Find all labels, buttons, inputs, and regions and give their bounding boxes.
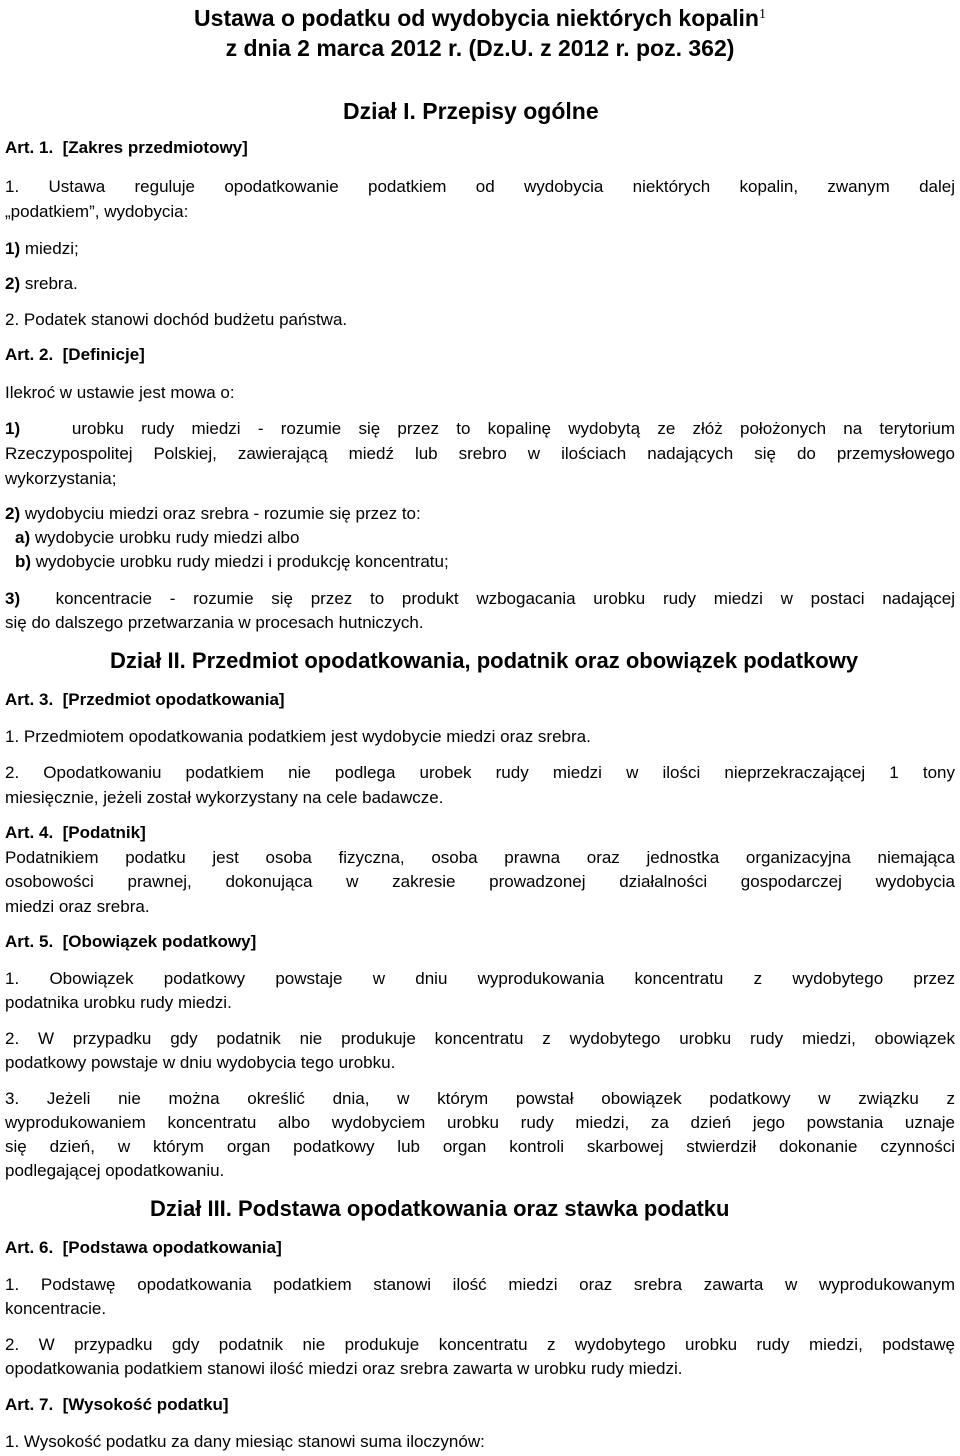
footnote-marker: 1 bbox=[758, 7, 766, 22]
paragraph-line: 1. Podstawę opodatkowania podatkiem stanowi ilość miedzi oraz srebra zawarta w wyprodukowanym bbox=[5, 1275, 955, 1294]
paragraph-line: podatkowy powstaje w dniu wydobycia tego urobku. bbox=[5, 1053, 396, 1072]
list-number: 3) bbox=[5, 589, 21, 608]
article-heading-art-4 bbox=[5, 821, 955, 845]
paragraph-line: wykorzystania; bbox=[5, 469, 117, 488]
definition-item bbox=[5, 502, 955, 526]
title-line-1: Ustawa o podatku od wydobycia niektórych kopalin bbox=[194, 5, 759, 31]
article-name: [Obowiązek podatkowy] bbox=[62, 932, 257, 951]
article-label: Art. 3. bbox=[5, 690, 54, 709]
definition-item bbox=[5, 587, 955, 611]
paragraph-line: 2. Podatek stanowi dochód budżetu państwa. bbox=[5, 310, 348, 329]
article-heading-art-6 bbox=[5, 1236, 955, 1260]
paragraph-line: podatnika urobku rudy miedzi. bbox=[5, 993, 232, 1012]
paragraph-line: miedzi oraz srebra. bbox=[5, 897, 150, 916]
paragraph-line: Ilekroć w ustawie jest mowa o: bbox=[5, 383, 235, 402]
list-item bbox=[5, 237, 955, 261]
list-number: 2) bbox=[5, 504, 21, 523]
paragraph-line: „podatkiem”, wydobycia: bbox=[5, 202, 189, 221]
section-heading-dzial-1: Dział I. Przepisy ogólne bbox=[343, 98, 599, 124]
paragraph-line: się do dalszego przetwarzania w procesach hutniczych. bbox=[5, 613, 424, 632]
paragraph-line: podlegającej opodatkowaniu. bbox=[5, 1161, 225, 1180]
document-subtitle: z dnia 2 marca 2012 r. (Dz.U. z 2012 r. poz. 362) bbox=[225, 35, 735, 61]
list-item bbox=[5, 272, 955, 296]
article-name: [Podstawa opodatkowania] bbox=[62, 1238, 282, 1257]
list-letter: a) bbox=[15, 528, 31, 547]
article-label: Art. 6. bbox=[5, 1238, 54, 1257]
article-heading-art-2 bbox=[5, 343, 955, 367]
list-text: urobku rudy miedzi - rozumie się przez to kopalinę wydobytą ze złóż położonych na terytorium bbox=[71, 419, 956, 438]
article-heading-art-3 bbox=[5, 688, 955, 712]
paragraph-line: Rzeczypospolitej Polskiej, zawierającą miedź lub srebro w ilościach nadających się do przemysłowego bbox=[5, 444, 955, 463]
article-heading-art-1 bbox=[5, 136, 955, 160]
paragraph-line: się dzień, w którym organ podatkowy lub organ kontroli skarbowej stwierdził dokonanie czynności bbox=[5, 1137, 955, 1156]
paragraph-line: 1. Ustawa reguluje opodatkowanie podatkiem od wydobycia niektórych kopalin, zwanym dalej bbox=[5, 177, 955, 196]
section-heading-dzial-2: Dział II. Przedmiot opodatkowania, podatnik oraz obowiązek podatkowy bbox=[110, 648, 859, 673]
article-heading-art-7 bbox=[5, 1393, 955, 1417]
list-text: wydobycie urobku rudy miedzi i produkcję koncentratu; bbox=[35, 552, 449, 571]
paragraph-line: opodatkowania podatkiem stanowi ilość miedzi oraz srebra zawarta w urobku rudy miedzi. bbox=[5, 1359, 683, 1378]
article-label: Art. 7. bbox=[5, 1395, 54, 1414]
paragraph-line: Podatnikiem podatku jest osoba fizyczna, osoba prawna oraz jednostka organizacyjna niemająca bbox=[5, 848, 955, 867]
article-label: Art. 5. bbox=[5, 932, 54, 951]
paragraph-line: 1. Obowiązek podatkowy powstaje w dniu wyprodukowania koncentratu z wydobytego przez bbox=[5, 969, 955, 988]
paragraph-line: 2. Opodatkowaniu podatkiem nie podlega urobek rudy miedzi w ilości nieprzekraczającej 1 tony bbox=[5, 763, 955, 782]
list-text: miedzi; bbox=[24, 239, 79, 258]
list-text: koncentracie - rozumie się przez to produkt wzbogacania urobku rudy miedzi w postaci nadającej bbox=[55, 589, 955, 608]
list-number: 2) bbox=[5, 274, 21, 293]
paragraph-line: 2. W przypadku gdy podatnik nie produkuje koncentratu z wydobytego urobku rudy miedzi, obowiązek bbox=[5, 1029, 955, 1048]
article-name: [Wysokość podatku] bbox=[62, 1395, 229, 1414]
article-name: [Zakres przedmiotowy] bbox=[62, 138, 248, 157]
list-number: 1) bbox=[5, 419, 21, 438]
section-heading-dzial-3: Dział III. Podstawa opodatkowania oraz stawka podatku bbox=[150, 1196, 730, 1221]
paragraph-line: 3. Jeżeli nie można określić dnia, w którym powstał obowiązek podatkowy w związku z bbox=[5, 1089, 955, 1108]
list-text: wydobycie urobku rudy miedzi albo bbox=[34, 528, 300, 547]
list-text: srebra. bbox=[24, 274, 78, 293]
article-label: Art. 4. bbox=[5, 823, 54, 842]
sub-item bbox=[5, 526, 960, 550]
paragraph-line: 2. W przypadku gdy podatnik nie produkuje koncentratu z wydobytego urobku rudy miedzi, podstawę bbox=[5, 1335, 955, 1354]
list-text: wydobyciu miedzi oraz srebra - rozumie się przez to: bbox=[24, 504, 421, 523]
paragraph-line: 1. Przedmiotem opodatkowania podatkiem jest wydobycie miedzi oraz srebra. bbox=[5, 727, 591, 746]
paragraph-line: 1. Wysokość podatku za dany miesiąc stanowi suma iloczynów: bbox=[5, 1432, 485, 1451]
list-number: 1) bbox=[5, 239, 21, 258]
definition-item bbox=[5, 417, 955, 441]
paragraph-line: koncentracie. bbox=[5, 1299, 107, 1318]
article-label: Art. 2. bbox=[5, 345, 54, 364]
document-title bbox=[0, 4, 960, 32]
sub-item bbox=[5, 550, 960, 574]
paragraph-line: osobowości prawnej, dokonująca w zakresie prowadzonej działalności gospodarczej wydobycia bbox=[5, 872, 955, 891]
paragraph-line: miesięcznie, jeżeli został wykorzystany na cele badawcze. bbox=[5, 788, 444, 807]
list-letter: b) bbox=[15, 552, 32, 571]
article-name: [Definicje] bbox=[62, 345, 145, 364]
paragraph-line: wyprodukowaniem koncentratu albo wydobyciem urobku rudy miedzi, za dzień jego powstania uznaje bbox=[5, 1113, 955, 1132]
article-name: [Podatnik] bbox=[62, 823, 146, 842]
article-heading-art-5 bbox=[5, 930, 955, 954]
article-name: [Przedmiot opodatkowania] bbox=[62, 690, 285, 709]
article-label: Art. 1. bbox=[5, 138, 54, 157]
